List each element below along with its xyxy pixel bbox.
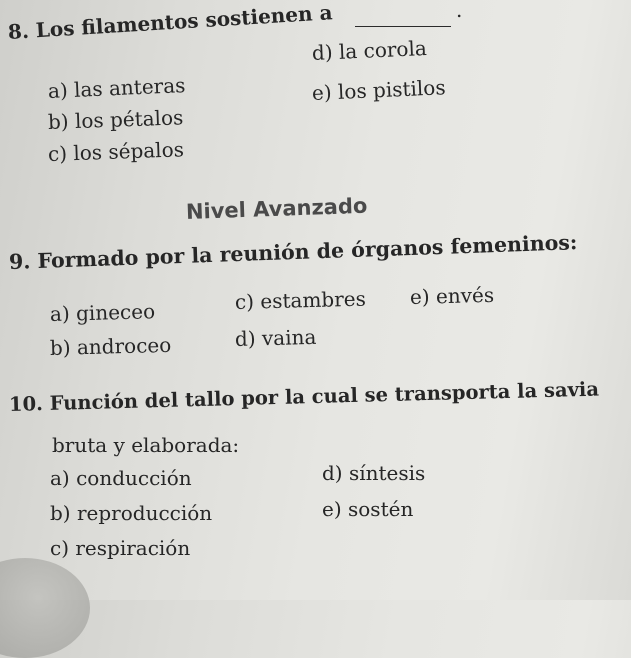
question-8-stem: 8. Los filamentos sostienen a <box>7 0 334 44</box>
question-10-option-c: c) respiración <box>50 536 191 560</box>
question-9-option-d: d) vaina <box>234 324 317 351</box>
question-8-option-a: a) las anteras <box>47 73 186 103</box>
question-8-option-e: e) los pistilos <box>311 75 447 105</box>
page-corner-shadow <box>0 558 90 658</box>
question-9-option-c: c) estambres <box>234 286 367 314</box>
question-9-option-e: e) envés <box>409 282 495 309</box>
question-10-option-b: b) reproducción <box>50 501 213 525</box>
question-8-option-c: c) los sépalos <box>47 137 185 166</box>
section-title: Nivel Avanzado <box>185 193 368 224</box>
question-10-stem-line-1: 10. Función del tallo por la cual se transporta la savia <box>8 377 600 416</box>
question-10-option-e: e) sostén <box>322 497 414 521</box>
question-8-option-b: b) los pétalos <box>47 105 184 134</box>
answer-blank <box>355 26 451 27</box>
question-10-option-d: d) síntesis <box>322 461 426 485</box>
question-10-option-a: a) conducción <box>50 466 192 490</box>
question-9-stem: 9. Formado por la reunión de órganos femeninos: <box>8 230 578 274</box>
question-9-option-b: b) androceo <box>49 332 172 360</box>
question-8-option-d: d) la corola <box>311 36 428 65</box>
question-9-option-a: a) gineceo <box>49 299 156 326</box>
question-8-end-mark: . <box>456 0 463 22</box>
question-10-stem-line-2: bruta y elaborada: <box>52 433 240 457</box>
